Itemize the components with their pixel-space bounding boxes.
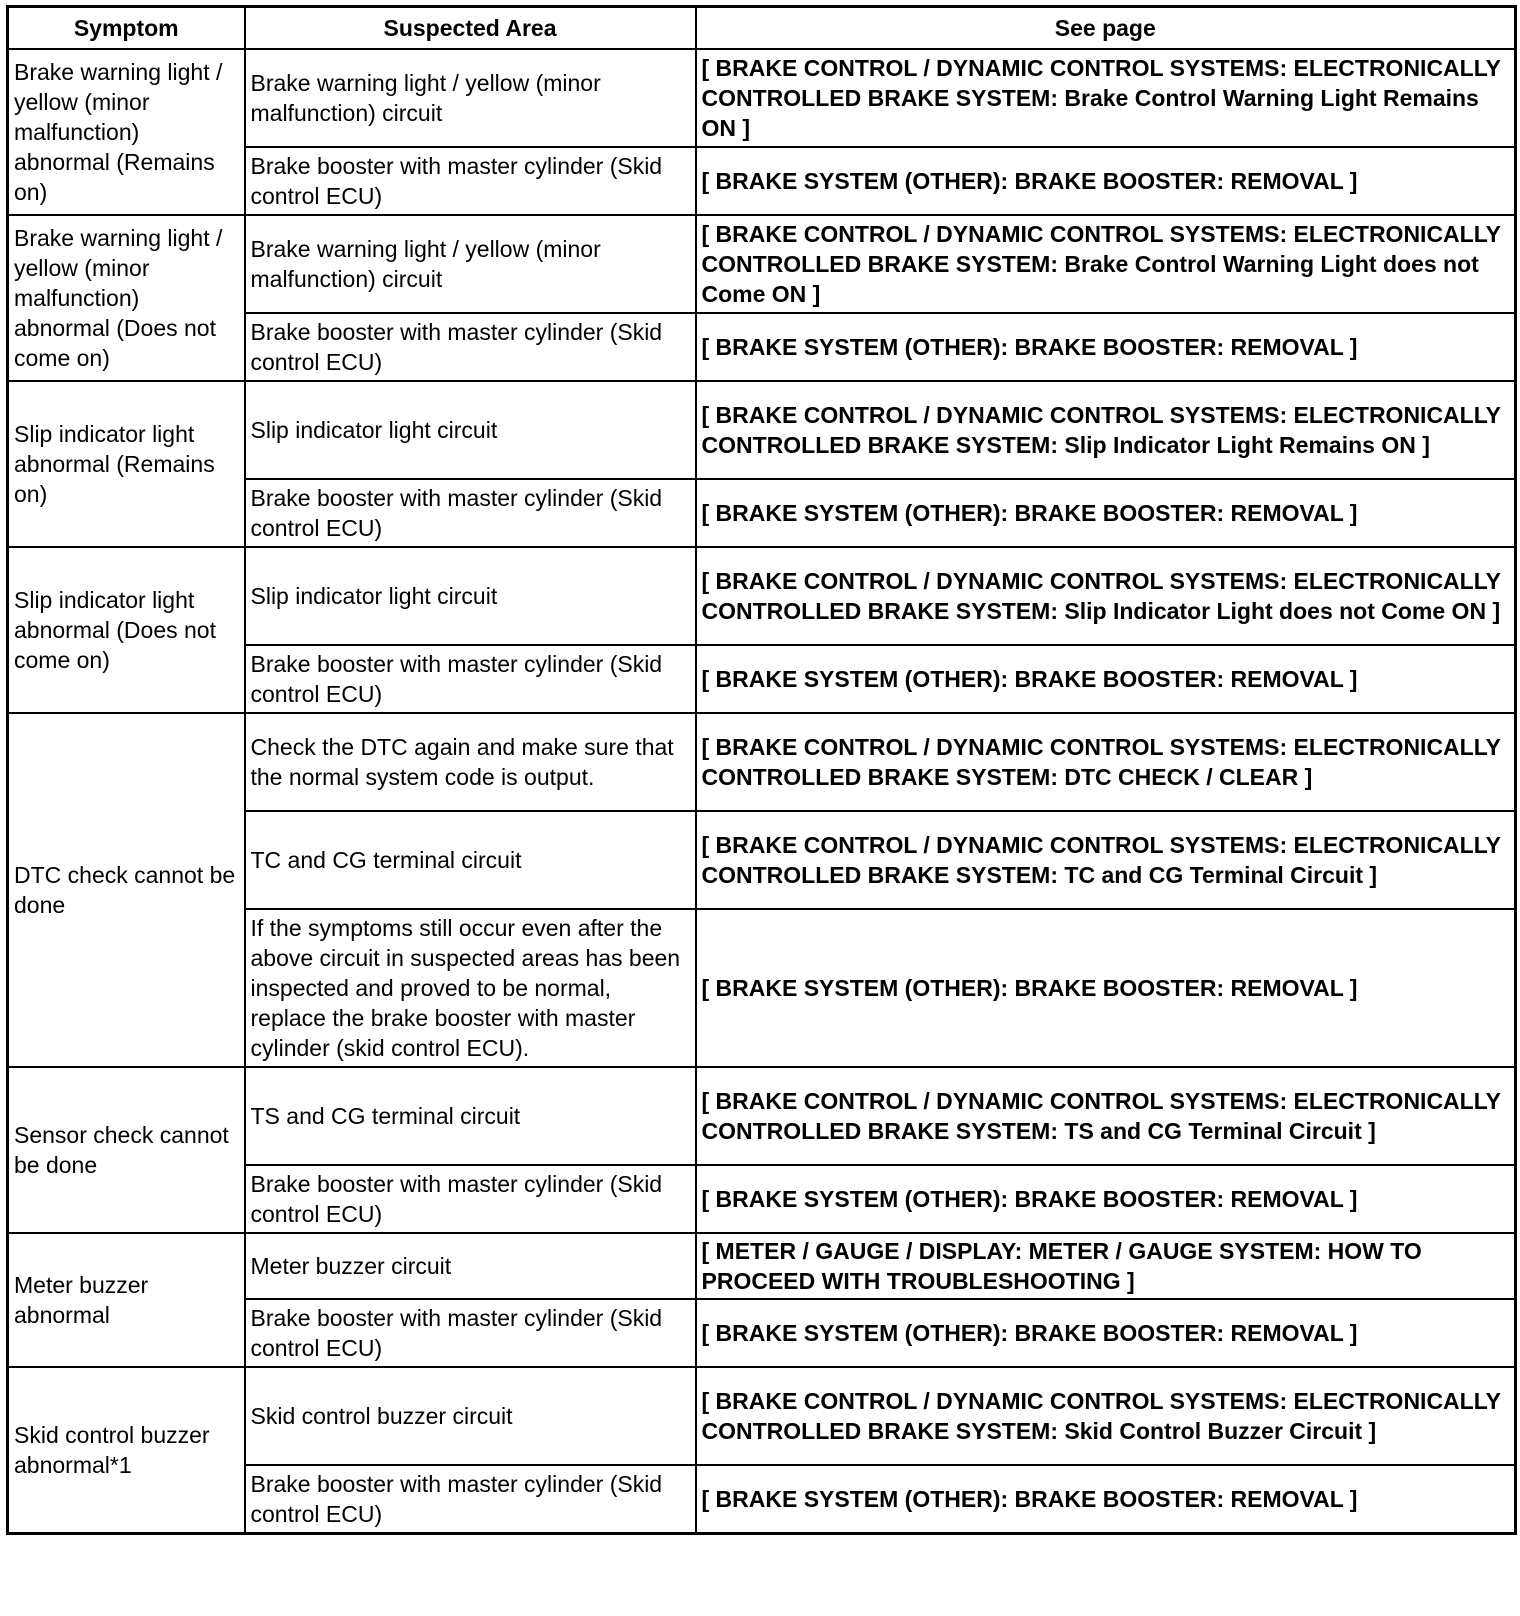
- see-page-cell: [ METER / GAUGE / DISPLAY: METER / GAUGE SYSTEM: HOW TO PROCEED WITH TROUBLESHOOTING ]: [696, 1233, 1516, 1299]
- see-page-cell: [ BRAKE SYSTEM (OTHER): BRAKE BOOSTER: REMOVAL ]: [696, 1465, 1516, 1534]
- symptom-cell: Brake warning light / yellow (minor malfunction) abnormal (Remains on): [8, 49, 245, 215]
- see-page-cell: [ BRAKE SYSTEM (OTHER): BRAKE BOOSTER: REMOVAL ]: [696, 1165, 1516, 1233]
- see-page-cell: [ BRAKE SYSTEM (OTHER): BRAKE BOOSTER: REMOVAL ]: [696, 313, 1516, 381]
- header-see-page: See page: [696, 7, 1516, 50]
- symptom-cell: Skid control buzzer abnormal*1: [8, 1367, 245, 1534]
- header-row: [8, 7, 1516, 50]
- see-page-cell: [ BRAKE CONTROL / DYNAMIC CONTROL SYSTEMS: ELECTRONICALLY CONTROLLED BRAKE SYSTEM: DTC CHECK / CLEAR ]: [696, 713, 1516, 811]
- see-page-cell: [ BRAKE CONTROL / DYNAMIC CONTROL SYSTEMS: ELECTRONICALLY CONTROLLED BRAKE SYSTEM: Slip Indicator Light Remains ON ]: [696, 381, 1516, 479]
- suspected-area-cell: Brake booster with master cylinder (Skid control ECU): [245, 645, 696, 713]
- table-row: [8, 215, 1516, 313]
- suspected-area-cell: Brake booster with master cylinder (Skid control ECU): [245, 147, 696, 215]
- header-suspected-area: Suspected Area: [245, 7, 696, 50]
- suspected-area-cell: Brake booster with master cylinder (Skid control ECU): [245, 1165, 696, 1233]
- suspected-area-cell: Brake booster with master cylinder (Skid control ECU): [245, 1465, 696, 1534]
- see-page-cell: [ BRAKE SYSTEM (OTHER): BRAKE BOOSTER: REMOVAL ]: [696, 645, 1516, 713]
- table-row: [8, 713, 1516, 811]
- see-page-cell: [ BRAKE SYSTEM (OTHER): BRAKE BOOSTER: REMOVAL ]: [696, 909, 1516, 1067]
- see-page-cell: [ BRAKE CONTROL / DYNAMIC CONTROL SYSTEMS: ELECTRONICALLY CONTROLLED BRAKE SYSTEM: TC and CG Terminal Circuit ]: [696, 811, 1516, 909]
- symptom-cell: Meter buzzer abnormal: [8, 1233, 245, 1367]
- suspected-area-cell: If the symptoms still occur even after the above circuit in suspected areas has been inspected and proved to be normal, replace the brake booster with master cylinder (skid control ECU).: [245, 909, 696, 1067]
- suspected-area-cell: Slip indicator light circuit: [245, 547, 696, 645]
- suspected-area-cell: TC and CG terminal circuit: [245, 811, 696, 909]
- see-page-cell: [ BRAKE CONTROL / DYNAMIC CONTROL SYSTEMS: ELECTRONICALLY CONTROLLED BRAKE SYSTEM: TS and CG Terminal Circuit ]: [696, 1067, 1516, 1165]
- suspected-area-cell: Check the DTC again and make sure that the normal system code is output.: [245, 713, 696, 811]
- symptom-cell: Brake warning light / yellow (minor malfunction) abnormal (Does not come on): [8, 215, 245, 381]
- suspected-area-cell: Brake warning light / yellow (minor malfunction) circuit: [245, 215, 696, 313]
- suspected-area-cell: Brake booster with master cylinder (Skid control ECU): [245, 1299, 696, 1367]
- header-symptom: Symptom: [8, 7, 245, 50]
- table-row: [8, 1367, 1516, 1465]
- symptom-cell: Slip indicator light abnormal (Does not come on): [8, 547, 245, 713]
- suspected-area-cell: Brake booster with master cylinder (Skid control ECU): [245, 479, 696, 547]
- see-page-cell: [ BRAKE SYSTEM (OTHER): BRAKE BOOSTER: REMOVAL ]: [696, 1299, 1516, 1367]
- see-page-cell: [ BRAKE SYSTEM (OTHER): BRAKE BOOSTER: REMOVAL ]: [696, 147, 1516, 215]
- suspected-area-cell: Meter buzzer circuit: [245, 1233, 696, 1299]
- see-page-cell: [ BRAKE SYSTEM (OTHER): BRAKE BOOSTER: REMOVAL ]: [696, 479, 1516, 547]
- suspected-area-cell: Brake booster with master cylinder (Skid control ECU): [245, 313, 696, 381]
- suspected-area-cell: TS and CG terminal circuit: [245, 1067, 696, 1165]
- table-row: [8, 49, 1516, 147]
- table-row: [8, 1233, 1516, 1299]
- table-row: [8, 1067, 1516, 1165]
- symptom-cell: Slip indicator light abnormal (Remains on): [8, 381, 245, 547]
- see-page-cell: [ BRAKE CONTROL / DYNAMIC CONTROL SYSTEMS: ELECTRONICALLY CONTROLLED BRAKE SYSTEM: Slip Indicator Light does not Come ON ]: [696, 547, 1516, 645]
- see-page-cell: [ BRAKE CONTROL / DYNAMIC CONTROL SYSTEMS: ELECTRONICALLY CONTROLLED BRAKE SYSTEM: Brake Control Warning Light Remains ON ]: [696, 49, 1516, 147]
- table-row: [8, 381, 1516, 479]
- table-row: [8, 547, 1516, 645]
- suspected-area-cell: Brake warning light / yellow (minor malfunction) circuit: [245, 49, 696, 147]
- see-page-cell: [ BRAKE CONTROL / DYNAMIC CONTROL SYSTEMS: ELECTRONICALLY CONTROLLED BRAKE SYSTEM: Brake Control Warning Light does not Come ON ]: [696, 215, 1516, 313]
- suspected-area-cell: Skid control buzzer circuit: [245, 1367, 696, 1465]
- symptom-table: [6, 5, 1517, 1535]
- symptom-cell: DTC check cannot be done: [8, 713, 245, 1067]
- symptom-cell: Sensor check cannot be done: [8, 1067, 245, 1233]
- suspected-area-cell: Slip indicator light circuit: [245, 381, 696, 479]
- see-page-cell: [ BRAKE CONTROL / DYNAMIC CONTROL SYSTEMS: ELECTRONICALLY CONTROLLED BRAKE SYSTEM: Skid Control Buzzer Circuit ]: [696, 1367, 1516, 1465]
